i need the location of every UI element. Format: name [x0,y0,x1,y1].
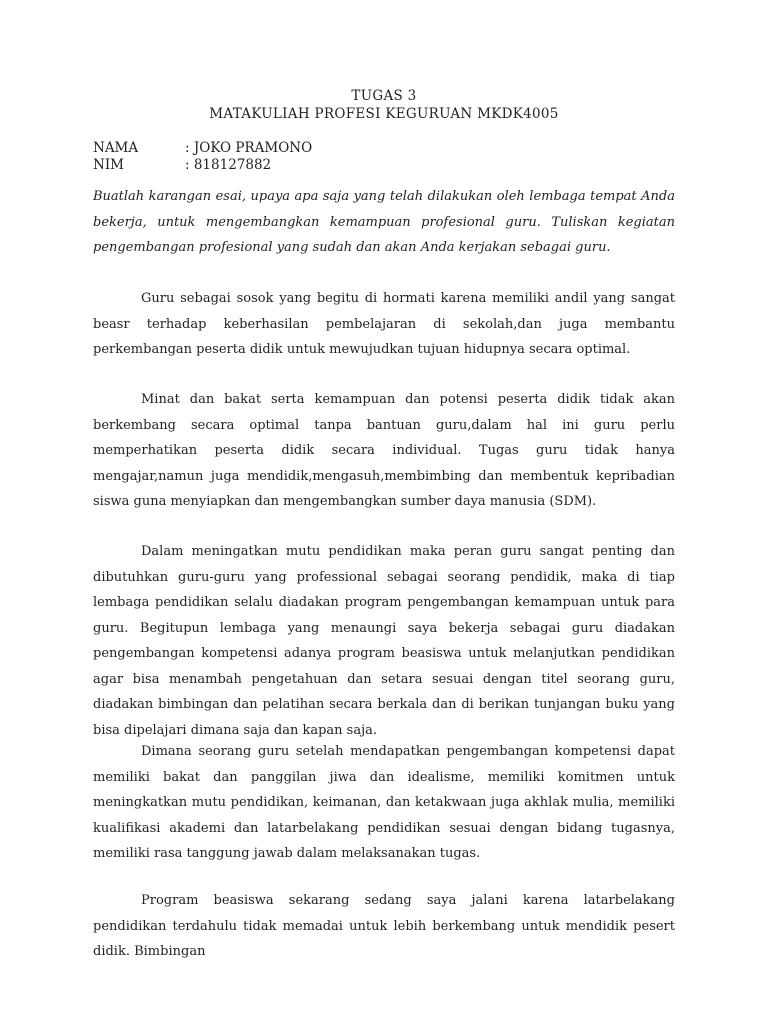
name-label: NAMA [93,140,139,156]
assignment-instruction: Buatlah karangan esai, upaya apa saja yang telah dilakukan oleh lembaga tempat Anda bekerja, untuk mengembangkan kemampuan profesional guru. Tuliskan kegiatan pengembangan profesional yang sudah dan akan Anda kerjakan sebagai guru. [93,189,675,255]
essay-paragraph-3: Dalam meningatkan mutu pendidikan maka peran guru sangat penting dan dibutuhkan guru-guru yang professional sebagai seorang pendidik, maka di tiap lembaga pendidikan selalu diadakan program pengembangan kemampuan untuk para guru. Begitupun lembaga yang menaungi saya bekerja sebagai guru diadakan pengembangan kompetensi adanya program beasiswa untuk melanjutkan pendidikan agar bisa menambah pengetahuan dan setara sesuai dengan titel seorang guru, diadakan bimbingan dan pelatihan secara berkala dan di berikan tunjangan buku yang bisa dipelajari dimana saja dan kapan saja. [93,544,675,738]
student-name-row [93,140,312,156]
essay-paragraph-1: Guru sebagai sosok yang begitu di hormati karena memiliki andil yang sangat beasr terhadap keberhasilan pembelajaran di sekolah,dan juga membantu perkembangan peserta didik untuk mewujudkan tujuan hidupnya secara optimal. [93,291,675,357]
assignment-title: TUGAS 3 [351,88,417,104]
essay-paragraph-5: Program beasiswa sekarang sedang saya jalani karena latarbelakang pendidikan terdahulu tidak memadai untuk lebih berkembang untuk mendidik pesert didik. Bimbingan [93,893,675,959]
name-value: : JOKO PRAMONO [185,140,313,156]
course-title: MATAKULIAH PROFESI KEGURUAN MKDK4005 [209,106,559,122]
essay-paragraph-4: Dimana seorang guru setelah mendapatkan pengembangan kompetensi dapat memiliki bakat dan panggilan jiwa dan idealisme, memiliki komitmen untuk meningkatkan mutu pendidikan, keimanan, dan ketakwaan juga akhlak mulia, memiliki kualifikasi akademi dan latarbelakang pendidikan sesuai dengan bidang tugasnya, memiliki rasa tanggung jawab dalam melaksanakan tugas. [93,744,675,861]
nim-label: NIM [93,157,124,173]
student-nim-row [93,157,271,173]
essay-paragraph-2: Minat dan bakat serta kemampuan dan potensi peserta didik tidak akan berkembang secara optimal tanpa bantuan guru,dalam hal ini guru perlu memperhatikan peserta didik secara individual. Tugas guru tidak hanya mengajar,namun juga mendidik,mengasuh,membimbing dan membentuk kepribadian siswa guna menyiapkan dan mengembangkan sumber daya manusia (SDM). [93,392,675,509]
nim-value: : 818127882 [185,157,272,173]
